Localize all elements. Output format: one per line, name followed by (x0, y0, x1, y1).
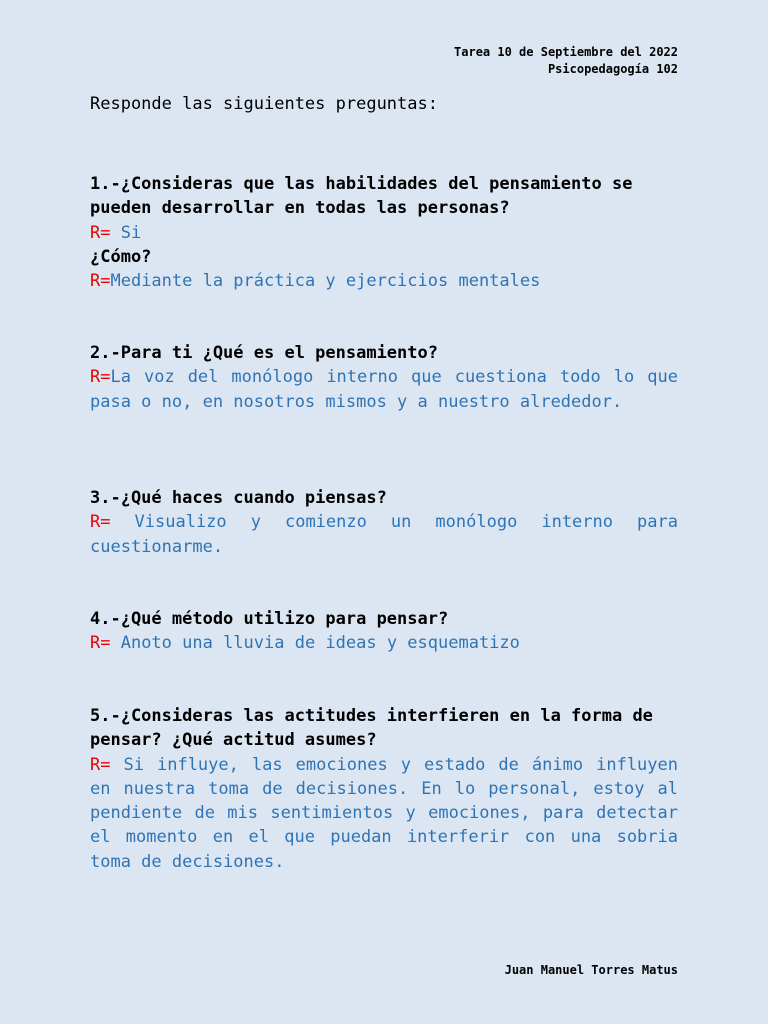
question-text: 5.-¿Consideras las actitudes interfieren en la forma de pensar? ¿Qué actitud asumes? (90, 706, 653, 751)
answer-prefix: R= (90, 754, 124, 775)
answer-body: Anoto una lluvia de ideas y esquematizo (120, 633, 520, 654)
author-signature: Juan Manuel Torres Matus (504, 963, 678, 977)
intro-instruction: Responde las siguientes preguntas: (90, 94, 438, 114)
question-block-5 (90, 704, 678, 874)
answer-prefix: R= (90, 222, 121, 243)
answer-text (90, 631, 678, 655)
question-text: 3.-¿Qué haces cuando piensas? (90, 488, 387, 508)
question-block-2 (90, 341, 678, 414)
answer-body: Si influye, las emociones y estado de ánimo influyen en nuestra toma de decisiones. En lo personal, estoy al pendiente de mis sentimientos y emociones, para detectar el momento en el que puedan interferir con una sobria toma de decisiones. (90, 754, 678, 872)
answer-body: Mediante la práctica y ejercicios mentales (110, 271, 541, 292)
answer-prefix: R= (90, 633, 121, 654)
answer-body: Visualizo y comienzo un monólogo interno para cuestionarme. (90, 512, 678, 557)
followup-answer-text (90, 269, 678, 293)
header-assignment-date: Tarea 10 de Septiembre del 2022 (454, 45, 678, 59)
answer-text (90, 365, 678, 414)
answer-prefix: R= (90, 367, 111, 388)
header-course: Psicopedagogía 102 (547, 62, 678, 76)
answer-prefix: R= (90, 512, 135, 533)
document-header (454, 44, 678, 78)
question-block-3 (90, 486, 678, 559)
question-text: 4.-¿Qué método utilizo para pensar? (90, 609, 449, 629)
answer-body: Si (120, 222, 142, 243)
question-block-4 (90, 607, 678, 656)
question-text: 2.-Para ti ¿Qué es el pensamiento? (90, 343, 438, 363)
question-block-1 (90, 172, 678, 293)
followup-question-text: ¿Cómo? (90, 246, 152, 267)
answer-body: La voz del monólogo interno que cuestiona todo lo que pasa o no, en nosotros mismos y a nuestro alrededor. (90, 367, 678, 412)
answer-text (90, 753, 678, 874)
question-text: 1.-¿Consideras que las habilidades del pensamiento se pueden desarrollar en todas las personas? (90, 174, 633, 219)
answer-prefix: R= (90, 271, 111, 292)
answer-text (90, 221, 678, 245)
answer-text (90, 510, 678, 559)
